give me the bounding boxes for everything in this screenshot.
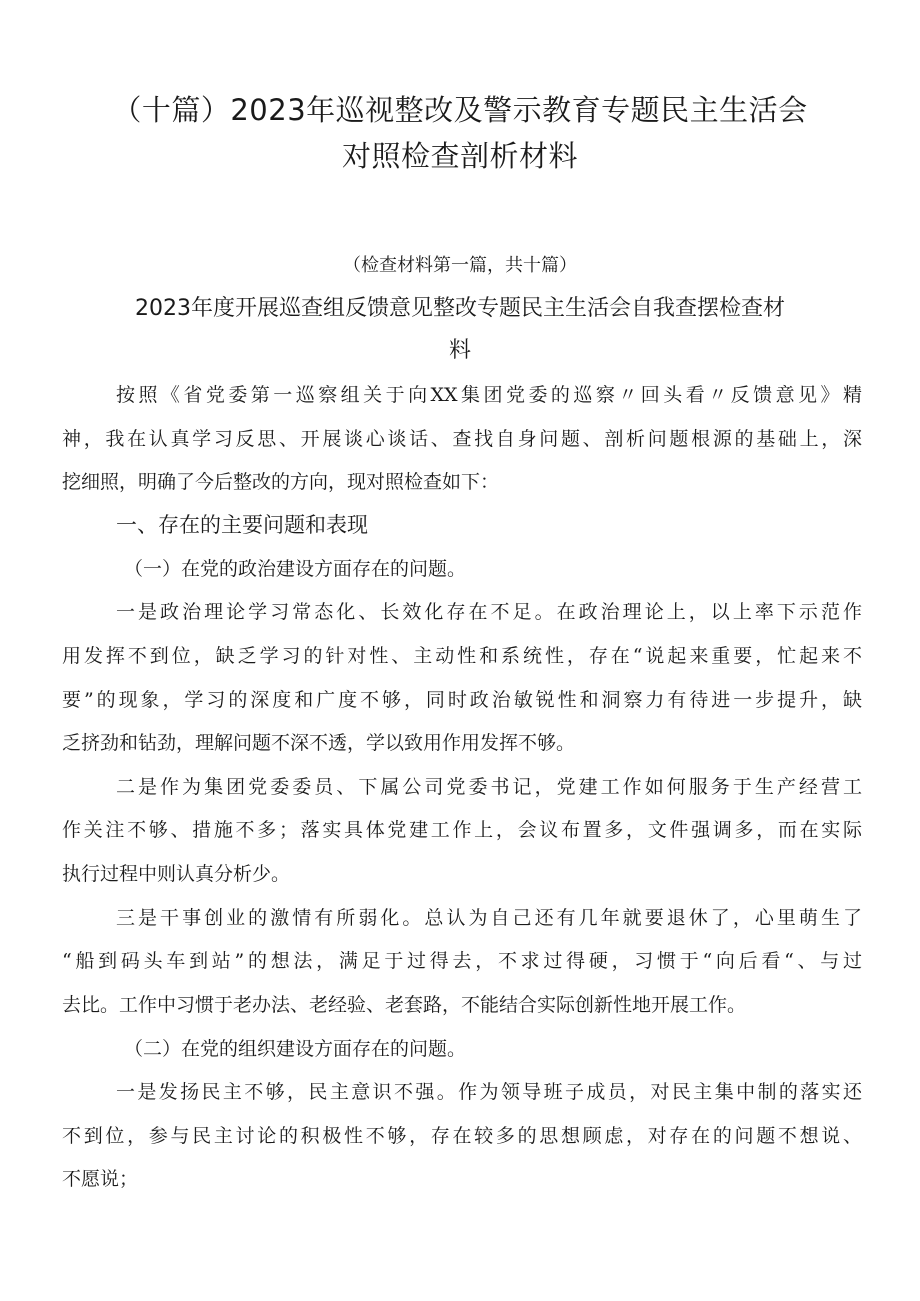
intro-line-3: 挖细照，明确了今后整改的方向，现对照检查如下： (62, 471, 500, 493)
para1-line-3: 要”的现象，学习的深度和广度不够，同时政治敏锐性和洞察力有待进一步提升，缺 (62, 689, 862, 711)
para2-line-3: 执行过程中则认真分析少。 (62, 863, 291, 885)
subsection-title-2: （二）在党的组织建设方面存在的问题。 (124, 1038, 467, 1060)
para1-line-1: 一是政治理论学习常态化、长效化存在不足。在政治理论上，以上率下示范作 (116, 601, 862, 623)
para4-line-2: 不到位，参与民主讨论的积极性不够，存在较多的思想顾虑，对存在的问题不想说、 (62, 1125, 862, 1147)
article-heading-line-2: 料 (448, 338, 471, 363)
article-heading-line-1: 2023年度开展巡查组反馈意见整改专题民主生活会自我查摆检查材 (135, 296, 785, 321)
para4-line-1: 一是发扬民主不够，民主意识不强。作为领导班子成员，对民主集中制的落实还 (116, 1081, 862, 1103)
subsection-title-1: （一）在党的政治建设方面存在的问题。 (124, 558, 467, 580)
document-title-line-2: 对照检查剖析材料 (341, 139, 578, 173)
para2-line-2: 作关注不够、措施不多；落实具体党建工作上，会议布置多，文件强调多，而在实际 (62, 819, 862, 841)
section-title-1: 一、存在的主要问题和表现 (116, 513, 368, 537)
intro-line-1: 按照《省党委第一巡察组关于向XX集团党委的巡察〃回头看〃反馈意见》精 (116, 384, 862, 406)
para3-line-1: 三是干事创业的激情有所弱化。总认为自己还有几年就要退休了，心里萌生了 (116, 907, 862, 929)
para1-line-2: 用发挥不到位，缺乏学习的针对性、主动性和系统性，存在“说起来重要，忙起来不 (62, 645, 862, 667)
intro-line-2: 神，我在认真学习反思、开展谈心谈话、查找自身问题、剖析问题根源的基础上，深 (62, 428, 862, 450)
para1-line-4: 乏挤劲和钻劲，理解问题不深不透，学以致用作用发挥不够。 (62, 732, 576, 754)
document-subtitle: （检查材料第一篇，共十篇） (343, 255, 577, 276)
para3-line-3: 去比。工作中习惯于老办法、老经验、老套路，不能结合实际创新性地开展工作。 (62, 994, 747, 1016)
para2-line-1: 二是作为集团党委委员、下属公司党委书记，党建工作如何服务于生产经营工 (116, 776, 862, 798)
para4-line-3: 不愿说； (62, 1168, 139, 1190)
para3-line-2: “船到码头车到站”的想法，满足于过得去，不求过得硬，习惯于“向后看“、与过 (62, 950, 862, 972)
document-title-line-1: （十篇）2023年巡视整改及警示教育专题民主生活会 (112, 93, 808, 127)
